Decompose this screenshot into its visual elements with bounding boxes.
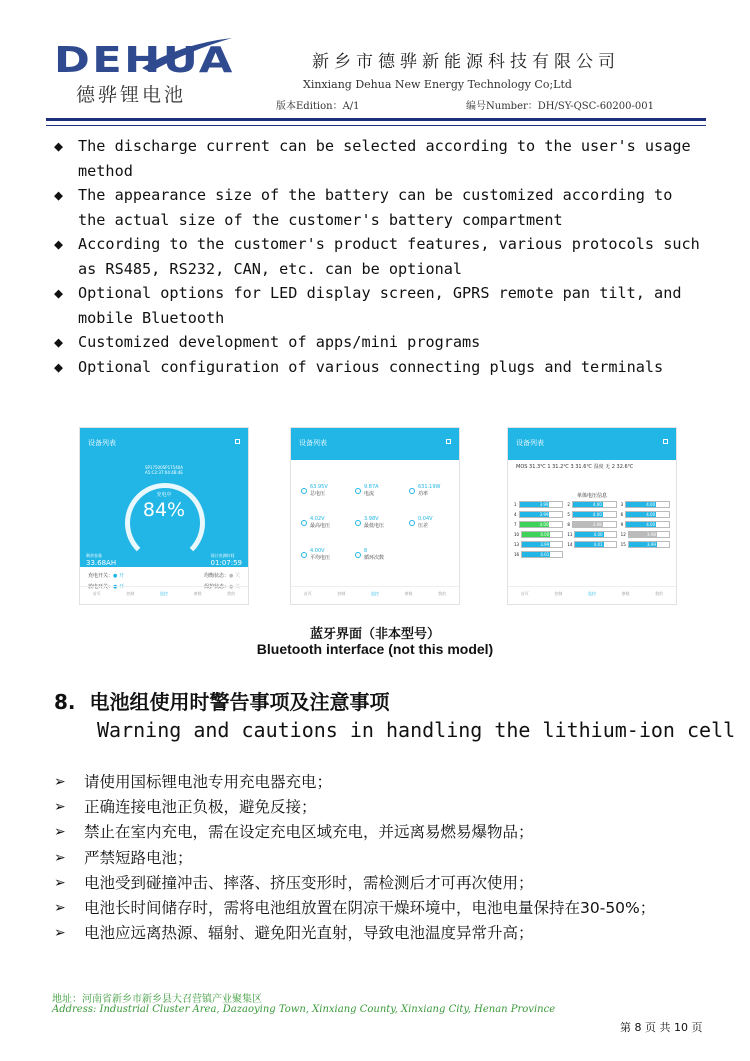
figure-caption-cn: 蓝牙界面（非本型号） (309, 627, 440, 642)
nav-tab[interactable]: 参数 (621, 591, 630, 596)
switch-label: 放电开关： (88, 584, 114, 590)
feature-list (54, 134, 704, 379)
cell-number: 8 (567, 522, 570, 527)
value-number: 0.04V (418, 516, 433, 522)
cell-voltage-item (567, 541, 616, 548)
figure-caption-en: Bluetooth interface (not this model) (256, 641, 494, 657)
value-text (310, 548, 330, 561)
address-en: Address: Industrial Cluster Area, Dazaoying Town, Xinxiang County, Xinxiang City, Henan Province (52, 1004, 556, 1015)
remaining-capacity: 剩余容量 33.68AH (86, 553, 117, 567)
value-number: 4.00V (310, 548, 325, 554)
bluetooth-screen-values (290, 427, 460, 605)
menu-icon (446, 439, 451, 444)
device-serial: SP17500SP17540A A5:C2:37:04:4B:4E (144, 465, 184, 475)
value-number: 8 (364, 548, 368, 554)
warning-item (54, 795, 704, 820)
cell-voltage-value: 3.99 (522, 542, 550, 547)
cell-voltage-value: 3.98 (629, 532, 657, 537)
cell-number: 6 (620, 512, 624, 517)
nav-tab[interactable]: 首页 (92, 591, 101, 596)
nav-tab[interactable]: 参数 (404, 591, 413, 596)
value-label: 最高电压 (310, 523, 331, 529)
cell-voltage-value: 3.99 (629, 542, 657, 547)
document-edition: 版本Edition：A/1 (276, 101, 360, 112)
cell-voltage-item (514, 531, 563, 538)
nav-tab[interactable]: 控制 (554, 591, 563, 596)
app-title: 设备列表 (299, 439, 327, 447)
cell-voltage-bar (628, 541, 670, 548)
value-text (364, 516, 384, 529)
value-icon (409, 488, 415, 494)
feature-text: Customized development of apps/mini programs (78, 333, 481, 351)
menu-icon (663, 439, 668, 444)
switch-row (88, 571, 240, 582)
value-icon (301, 520, 307, 526)
cell-number: 12 (620, 532, 626, 537)
company-logo: DEHUA (54, 40, 235, 81)
feature-item (54, 281, 704, 330)
value-text (418, 484, 440, 497)
nav-tab[interactable]: 控制 (126, 591, 135, 596)
diamond-bullet-icon: ◆ (54, 186, 64, 204)
value-cell (409, 516, 459, 529)
value-cell (301, 516, 351, 529)
header-rule (46, 118, 706, 121)
cell-voltage-item (567, 501, 616, 508)
temperature-reading: 1 31.2℃ (547, 464, 571, 470)
value-label: 平均电压 (310, 555, 331, 561)
value-text (364, 548, 384, 561)
value-text (310, 484, 328, 497)
value-label: 最低电压 (364, 523, 385, 529)
cell-voltage-item (514, 541, 563, 548)
switch-right (204, 571, 240, 582)
soc-value: 84% (142, 499, 186, 521)
cell-voltage-bar (574, 541, 616, 548)
warning-text: 电池受到碰撞冲击、摔落、挤压变形时，需检测后才可再次使用； (84, 873, 534, 892)
section-heading-cn: 8. 电池组使用时警告事项及注意事项 (54, 690, 390, 714)
header-rule-thin (46, 125, 706, 126)
value-text (310, 516, 330, 529)
app-title-bar (291, 428, 459, 460)
temperature-info (508, 460, 676, 490)
cell-voltage-value: 4.00 (522, 532, 550, 537)
address-cn: 地址：河南省新乡市新乡县大召营镇产业聚集区 (52, 994, 262, 1005)
cell-voltage-value: 4.00 (626, 522, 656, 527)
cell-voltage-value: 4.00 (520, 522, 550, 527)
value-cell (301, 484, 351, 497)
arrow-bullet-icon: ➢ (54, 799, 66, 816)
nav-tab[interactable]: 监控 (159, 591, 168, 596)
bluetooth-screen-cells (507, 427, 677, 605)
value-label: 总电压 (310, 491, 326, 497)
value-number: 63.95V (310, 484, 328, 490)
value-number: 9.87A (364, 484, 379, 490)
cell-voltage-value: 4.01 (575, 542, 603, 547)
cell-voltage-item (621, 511, 670, 518)
value-cell (355, 516, 405, 529)
value-icon (301, 552, 307, 558)
diamond-bullet-icon: ◆ (54, 137, 64, 155)
page-number: 第 8 页 共 10 页 (620, 1021, 703, 1034)
feature-text: Optional options for LED display screen, GPRS remote pan tilt, and mobile Bluetooth (78, 284, 682, 327)
cell-voltage-bar (521, 531, 563, 538)
diamond-bullet-icon: ◆ (54, 284, 64, 302)
cell-voltage-item (514, 551, 563, 558)
switch-value: ● 关 (229, 584, 240, 590)
nav-tab[interactable]: 监控 (587, 591, 596, 596)
cell-voltage-bar (519, 501, 564, 508)
diamond-bullet-icon: ◆ (54, 235, 64, 253)
arrow-bullet-icon: ➢ (54, 874, 66, 891)
arrow-bullet-icon: ➢ (54, 900, 66, 917)
warning-text: 电池应远离热源、辐射、避免阳光直射，导致电池温度异常升高； (84, 924, 534, 943)
nav-tab[interactable]: 我的 (227, 591, 236, 596)
cell-voltage-title: 单体电压信息 (576, 493, 607, 499)
document-number: 编号Number：DH/SY-QSC-60200-001 (466, 101, 654, 112)
section-heading-en: Warning and cautions in handling the lithium-ion cell (97, 718, 736, 742)
value-cell (355, 548, 405, 561)
value-number: 3.98V (364, 516, 379, 522)
feature-item (54, 183, 704, 232)
warning-text: 严禁短路电池； (84, 848, 193, 867)
warning-text: 电池长时间储存时，需将电池组放置在阴凉干燥环境中，电池电量保持在30-50%； (84, 899, 656, 918)
company-name-en: Xinxiang Dehua New Energy Technology Co;Ltd (303, 78, 572, 91)
cell-number: 1 (514, 502, 517, 507)
cell-number: 5 (567, 512, 570, 517)
cell-voltage-item (621, 541, 670, 548)
cell-number: 13 (514, 542, 520, 547)
switch-value: ● 开 (113, 584, 124, 590)
cell-voltage-grid (508, 501, 676, 558)
warning-item (54, 820, 704, 845)
value-text (364, 484, 379, 497)
warning-item (54, 921, 704, 946)
app-title: 设备列表 (88, 439, 116, 447)
cell-voltage-value: 4.00 (573, 512, 603, 517)
menu-icon (235, 439, 240, 444)
bluetooth-screen-status (79, 427, 249, 605)
cell-voltage-bar (572, 511, 617, 518)
cell-voltage-bar (625, 511, 670, 518)
value-icon (301, 488, 307, 494)
temperature-reading: 3 31.6℃ (570, 464, 594, 470)
switch-label: 充电开关： (88, 573, 114, 579)
app-title-bar (80, 428, 248, 460)
cell-voltage-item (514, 501, 563, 508)
cell-voltage-bar (519, 521, 564, 528)
charging-label: 充电中 (156, 492, 172, 498)
bottom-nav (291, 586, 459, 604)
cell-voltage-item (621, 531, 670, 538)
nav-tab[interactable]: 首页 (303, 591, 312, 596)
cell-voltage-item (621, 501, 670, 508)
warning-item (54, 871, 704, 896)
diamond-bullet-icon: ◆ (54, 357, 64, 376)
cell-number: 7 (514, 522, 517, 527)
value-icon (355, 488, 361, 494)
cell-number: 9 (620, 522, 624, 527)
cell-voltage-bar (625, 501, 670, 508)
cell-voltage-bar (519, 511, 564, 518)
cell-voltage-item (567, 521, 616, 528)
nav-tab[interactable]: 监控 (370, 591, 379, 596)
cell-voltage-item (567, 511, 616, 518)
cell-number: 4 (514, 512, 517, 517)
warning-item (54, 846, 704, 871)
cell-voltage-bar (628, 531, 670, 538)
cell-number: 15 (620, 542, 626, 547)
cell-number: 10 (514, 532, 520, 537)
feature-item (54, 330, 704, 355)
cell-voltage-item (621, 521, 670, 528)
feature-item (54, 232, 704, 281)
cell-voltage-item (514, 521, 563, 528)
cell-voltage-bar (521, 541, 563, 548)
diamond-bullet-icon: ◆ (54, 333, 64, 351)
cell-number: 2 (567, 502, 570, 507)
arrow-bullet-icon: ➢ (54, 925, 66, 942)
value-icon (355, 552, 361, 558)
app-title-bar (508, 428, 676, 460)
bottom-nav (508, 586, 676, 604)
switch-value: ● 关 (229, 573, 240, 579)
feature-text: The appearance size of the battery can be customized according to the actual size of the customer's battery compartment (78, 186, 673, 229)
cell-number: 3 (620, 502, 624, 507)
value-number: 631.19W (418, 484, 441, 490)
value-label: 功率 (418, 491, 429, 497)
cell-voltage-bar (574, 531, 616, 538)
cell-voltage-value: 3.99 (520, 512, 550, 517)
arrow-bullet-icon: ➢ (54, 849, 66, 866)
feature-text: Optional configuration of various connecting plugs and terminals (78, 357, 664, 376)
cell-voltage-value: 3.99 (520, 502, 550, 507)
feature-text: The discharge current can be selected according to the user's usage method (78, 137, 691, 180)
value-icon (409, 520, 415, 526)
switch-left (88, 571, 124, 582)
value-number: 4.02V (310, 516, 325, 522)
app-title: 设备列表 (516, 439, 544, 447)
feature-text: According to the customer's product features, various protocols such as RS485, RS232, CAN, etc. can be optional (78, 235, 700, 278)
temperature-reading: 2 32.6℃ (611, 464, 634, 470)
value-cell (355, 484, 405, 497)
value-label: 压差 (418, 523, 429, 529)
logo-chinese-name: 德骅锂电池 (76, 84, 187, 106)
warning-item (54, 896, 704, 921)
value-label: 循环次数 (364, 555, 385, 561)
cell-voltage-bar (521, 551, 563, 558)
value-icon (355, 520, 361, 526)
cell-voltage-item (514, 511, 563, 518)
switch-value: ● 开 (113, 573, 124, 579)
arrow-bullet-icon: ➢ (54, 774, 66, 790)
warning-item (54, 770, 704, 795)
switch-label: 均衡状态： (204, 573, 230, 579)
nav-tab[interactable]: 我的 (438, 591, 447, 596)
nav-tab[interactable]: 我的 (655, 591, 664, 596)
cell-voltage-value: 4.00 (626, 512, 656, 517)
cell-voltage-bar (572, 521, 617, 528)
switch-label: 保护状态： (204, 584, 230, 590)
cell-voltage-value: 4.01 (522, 552, 550, 557)
cell-voltage-bar (572, 501, 617, 508)
time-to-full: 预计充满时间 01:07:59 (210, 553, 242, 567)
feature-item (54, 355, 704, 380)
cell-number: 16 (514, 552, 520, 557)
temperature-reading: MOS 31.3℃ (516, 464, 548, 470)
battery-gauge-panel (80, 459, 248, 567)
company-name-cn: 新乡市德骅新能源科技有限公司 (312, 52, 620, 72)
value-label: 电流 (364, 491, 375, 497)
value-grid (291, 460, 459, 588)
nav-tab[interactable]: 首页 (520, 591, 529, 596)
bottom-nav (80, 586, 248, 604)
warning-text: 请使用国标锂电池专用充电器充电； (84, 773, 333, 791)
cell-number: 11 (567, 532, 573, 537)
feature-item (54, 134, 704, 183)
value-text (418, 516, 433, 529)
cell-voltage-value: 3.98 (573, 522, 603, 527)
warning-text: 禁止在室内充电，需在设定充电区域充电，并远离易燃易爆物品； (84, 823, 534, 842)
warning-list (54, 770, 704, 946)
cell-number: 14 (567, 542, 573, 547)
value-cell (409, 484, 459, 497)
cell-voltage-value: 4.00 (626, 502, 656, 507)
cell-voltage-value: 4.00 (573, 502, 603, 507)
cell-voltage-bar (625, 521, 670, 528)
nav-tab[interactable]: 控制 (337, 591, 346, 596)
temperature-reading: 湿度 无 (593, 464, 612, 470)
cell-voltage-item (567, 531, 616, 538)
arrow-bullet-icon: ➢ (54, 824, 66, 841)
value-cell (301, 548, 351, 561)
warning-text: 正确连接电池正负极，避免反接； (84, 798, 317, 817)
nav-tab[interactable]: 参数 (193, 591, 202, 596)
cell-voltage-value: 4.00 (575, 532, 603, 537)
